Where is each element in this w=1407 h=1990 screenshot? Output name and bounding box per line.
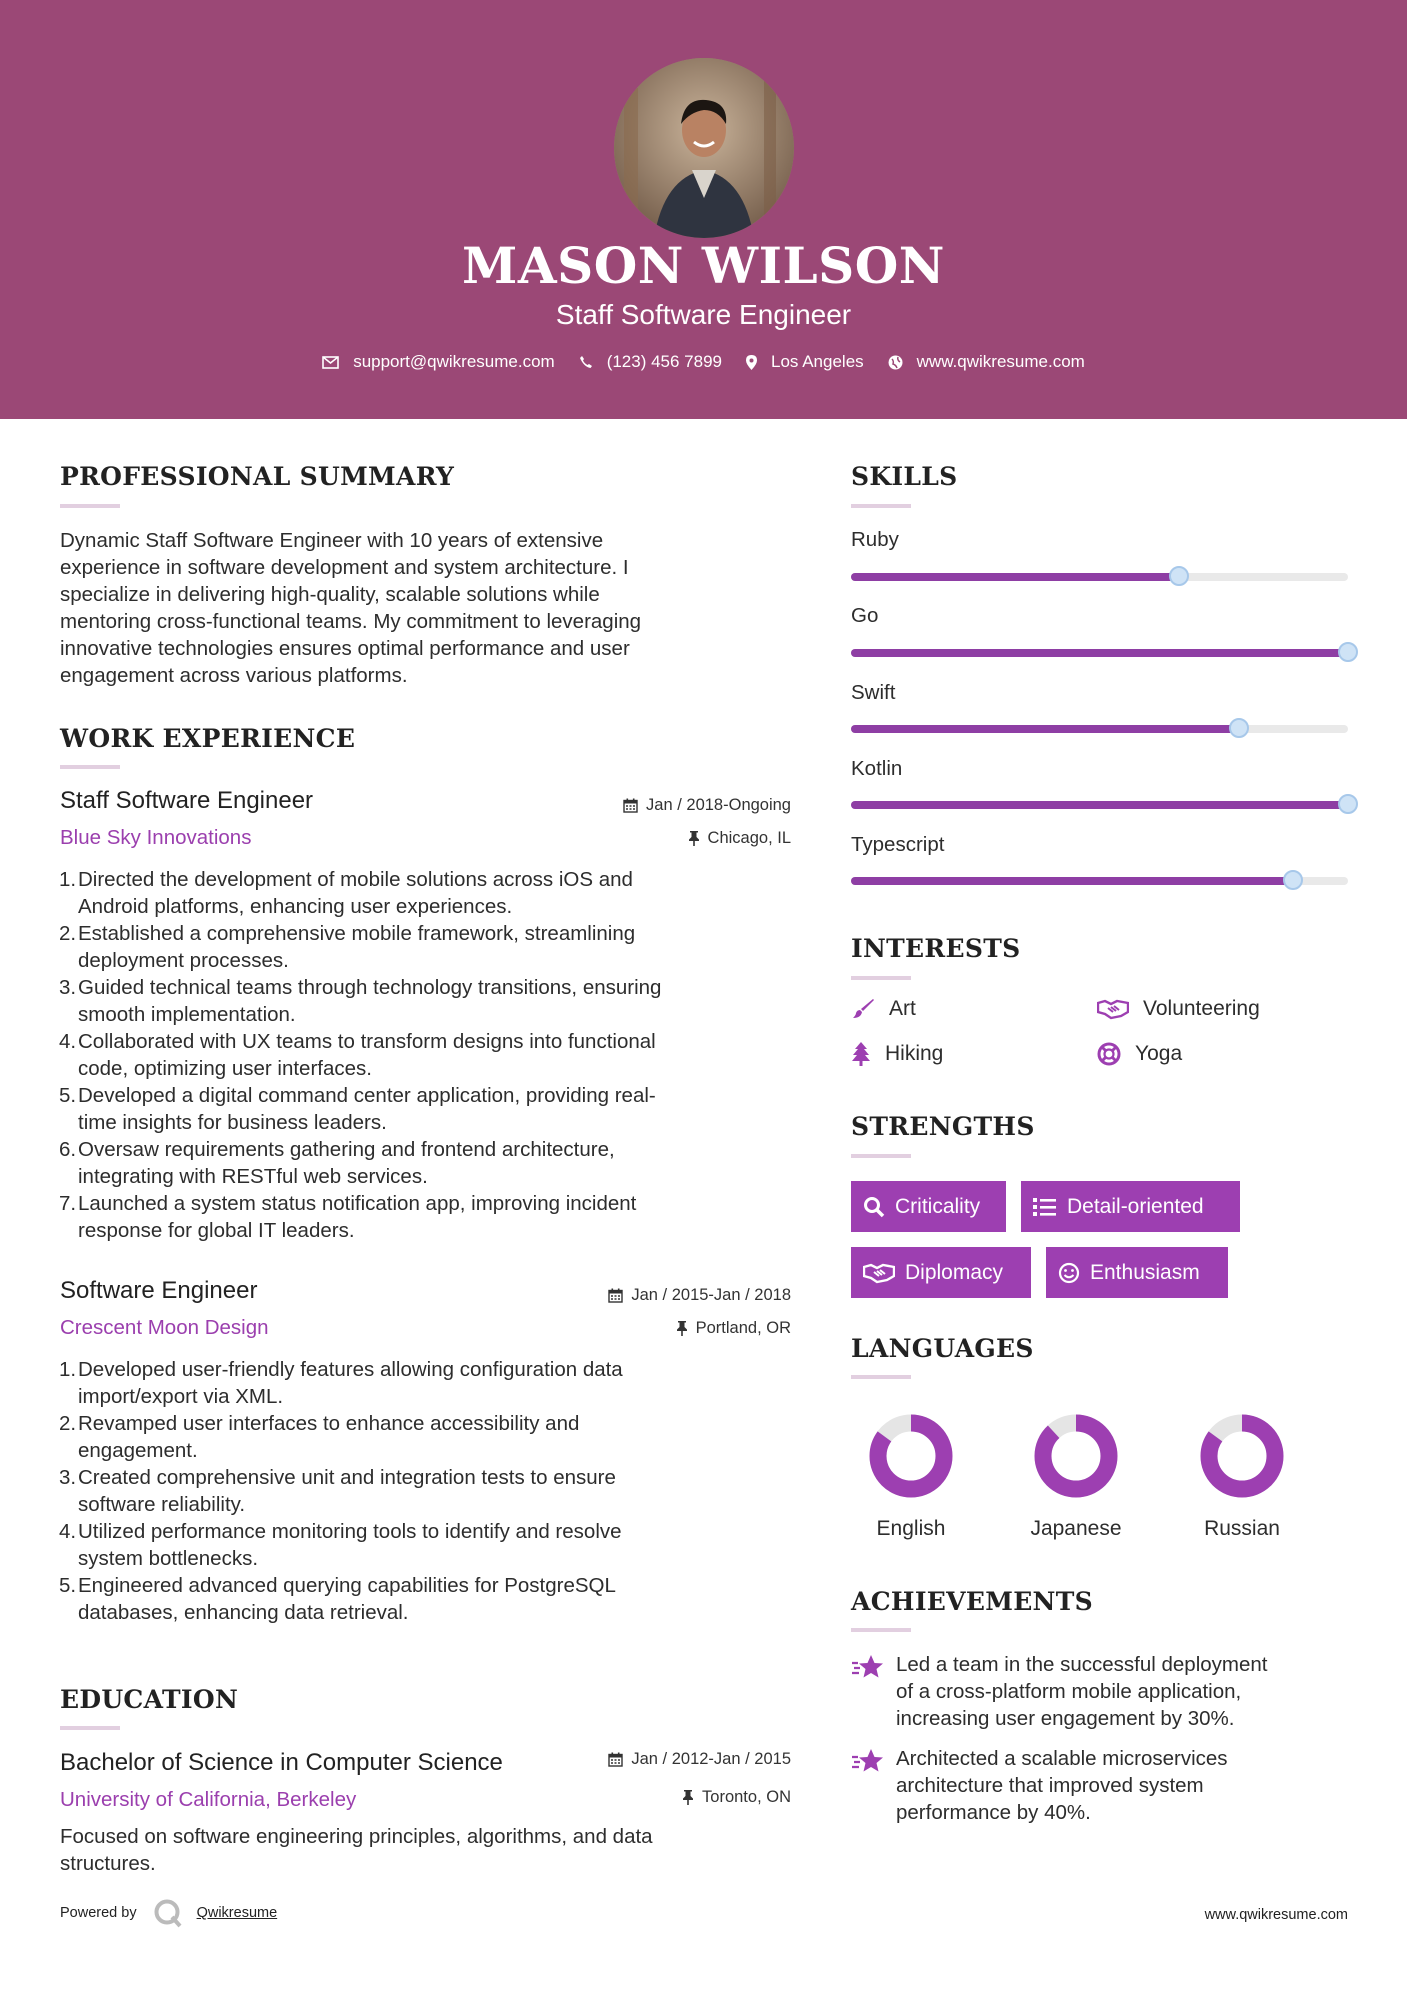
strength-label: Detail-oriented xyxy=(1067,1194,1204,1218)
header-banner xyxy=(0,0,1407,419)
experience-heading: WORK EXPERIENCE xyxy=(60,724,356,753)
location-text: Los Angeles xyxy=(771,352,864,371)
summary-line: mentoring cross-functional teams. My commitment to leveraging xyxy=(60,610,642,633)
calendar-icon xyxy=(608,1288,623,1303)
strength-badge xyxy=(851,1181,1006,1232)
candidate-name: MASON WILSON xyxy=(462,236,945,295)
skill-bar xyxy=(851,801,1348,809)
achievements-underline xyxy=(851,1628,911,1632)
strengths-underline xyxy=(851,1154,911,1158)
language-donut-russian xyxy=(1199,1413,1285,1499)
envelope-icon xyxy=(322,356,339,369)
list-item: 2. Established a comprehensive mobile framework, streamlining deployment processes. xyxy=(59,922,636,972)
company-name: Crescent Moon Design xyxy=(60,1316,269,1339)
skill-bar-fill xyxy=(851,877,1293,885)
summary-line: Dynamic Staff Software Engineer with 10 years of extensive xyxy=(60,529,604,552)
list-item: 6. Oversaw requirements gathering and frontend architecture, integrating with RESTful web services. xyxy=(59,1138,615,1188)
language-label: Japanese xyxy=(1030,1517,1122,1540)
summary-line: innovative technologies ensures optimal performance and user xyxy=(60,637,630,660)
skill-bar xyxy=(851,649,1348,657)
footer-url[interactable]: www.qwikresume.com xyxy=(1204,1907,1348,1923)
skill-label: Kotlin xyxy=(851,757,903,780)
education-location xyxy=(682,1788,791,1807)
job-location-text: Portland, OR xyxy=(695,1319,791,1337)
job-dates-text: Jan / 2018-Ongoing xyxy=(646,796,791,814)
language-label: English xyxy=(876,1517,946,1540)
job-dates xyxy=(608,1286,791,1305)
degree-title: Bachelor of Science in Computer Science xyxy=(60,1749,503,1776)
skill-bar xyxy=(851,573,1348,581)
strengths-heading: STRENGTHS xyxy=(851,1112,1035,1141)
education-underline xyxy=(60,1726,120,1730)
strength-badge xyxy=(1046,1247,1228,1298)
interest-volunteering xyxy=(1097,997,1260,1021)
contact-phone[interactable] xyxy=(579,352,722,372)
skill-bar-fill xyxy=(851,649,1348,657)
education-line: structures. xyxy=(60,1852,156,1875)
list-item: 3. Created comprehensive unit and integration tests to ensure software reliability. xyxy=(59,1466,616,1516)
list-item: 3. Guided technical teams through technology transitions, ensuring smooth implementation. xyxy=(59,976,662,1026)
interest-label: Volunteering xyxy=(1143,997,1260,1020)
map-pin-icon xyxy=(746,355,757,370)
job-location-text: Chicago, IL xyxy=(707,829,791,847)
skills-underline xyxy=(851,504,911,508)
company-name: Blue Sky Innovations xyxy=(60,826,252,849)
skill-bar-fill xyxy=(851,725,1239,733)
summary-underline xyxy=(60,504,120,508)
list-icon xyxy=(1033,1197,1057,1217)
phone-text: (123) 456 7899 xyxy=(606,352,723,371)
list-item: 5. Engineered advanced querying capabilities for PostgreSQL databases, enhancing data retrieval. xyxy=(59,1574,616,1624)
school-name: University of California, Berkeley xyxy=(60,1788,357,1811)
strength-label: Diplomacy xyxy=(905,1260,1004,1284)
job-dates xyxy=(623,796,791,815)
summary-line: experience in software development and system architecture. I xyxy=(60,556,629,579)
strength-label: Criticality xyxy=(895,1194,981,1218)
languages-underline xyxy=(851,1375,911,1379)
skills-heading: SKILLS xyxy=(851,462,958,491)
skill-label: Ruby xyxy=(851,528,899,551)
pushpin-icon xyxy=(688,831,700,846)
contact-website[interactable] xyxy=(888,352,1085,372)
interests-underline xyxy=(851,976,911,980)
job-title: Staff Software Engineer xyxy=(60,787,314,814)
qwikresume-link[interactable]: Qwikresume xyxy=(196,1905,278,1921)
lifebuoy-icon xyxy=(1097,1042,1121,1066)
skill-bar xyxy=(851,877,1348,885)
list-item: 4. Collaborated with UX teams to transform designs into functional code, optimizing user interfaces. xyxy=(59,1030,656,1080)
language-donut-english xyxy=(868,1413,954,1499)
education-description xyxy=(60,1823,653,1877)
job-location xyxy=(676,1319,791,1338)
powered-by-text: Powered by xyxy=(60,1905,137,1921)
achievement-item xyxy=(896,1745,1228,1826)
education-heading: EDUCATION xyxy=(60,1685,239,1714)
language-donut-japanese xyxy=(1033,1413,1119,1499)
interest-label: Hiking xyxy=(885,1042,944,1065)
job-duties-list xyxy=(60,1356,780,1626)
interests-heading: INTERESTS xyxy=(851,934,1021,963)
education-line: Focused on software engineering principles, algorithms, and data xyxy=(60,1825,653,1848)
email-text: support@qwikresume.com xyxy=(353,352,555,371)
summary-text xyxy=(60,527,641,689)
achievement-line: Led a team in the successful deployment xyxy=(896,1653,1268,1676)
phone-icon xyxy=(579,355,593,369)
achievement-line: of a cross-platform mobile application, xyxy=(896,1680,1242,1703)
qwikresume-logo-icon xyxy=(153,1898,183,1928)
education-dates xyxy=(608,1750,791,1769)
interest-label: Yoga xyxy=(1135,1042,1183,1065)
education-location-text: Toronto, ON xyxy=(702,1788,791,1806)
list-item: 1. Directed the development of mobile solutions across iOS and Android platforms, enhancing user experiences. xyxy=(59,868,633,918)
skill-bar-knob xyxy=(1283,870,1303,890)
experience-underline xyxy=(60,765,120,769)
interest-hiking xyxy=(851,1042,943,1066)
search-icon xyxy=(863,1196,885,1218)
skill-label: Typescript xyxy=(851,833,945,856)
list-item: 1. Developed user-friendly features allowing configuration data import/export via XML. xyxy=(59,1358,623,1408)
languages-heading: LANGUAGES xyxy=(851,1334,1034,1363)
skill-label: Swift xyxy=(851,681,896,704)
calendar-icon xyxy=(608,1752,623,1767)
skill-bar-knob xyxy=(1338,642,1358,662)
achievement-line: architecture that improved system xyxy=(896,1774,1204,1797)
list-item: 2. Revamped user interfaces to enhance accessibility and engagement. xyxy=(59,1412,580,1462)
star-icon xyxy=(851,1654,885,1680)
pushpin-icon xyxy=(682,1790,694,1805)
job-duties-list xyxy=(60,866,780,1244)
interest-label: Art xyxy=(889,997,916,1020)
contact-email[interactable] xyxy=(322,352,555,372)
star-icon xyxy=(851,1748,885,1774)
strength-badge xyxy=(1021,1181,1240,1232)
tree-icon xyxy=(851,1042,871,1066)
summary-line: engagement across various platforms. xyxy=(60,664,408,687)
list-item: 7. Launched a system status notification app, improving incident response for global IT leaders. xyxy=(59,1192,637,1242)
smile-icon xyxy=(1058,1262,1080,1284)
strength-label: Enthusiasm xyxy=(1090,1260,1200,1284)
strength-badge xyxy=(851,1247,1031,1298)
website-text: www.qwikresume.com xyxy=(916,352,1085,371)
pushpin-icon xyxy=(676,1321,688,1336)
achievement-item xyxy=(896,1651,1268,1732)
achievement-line: Architected a scalable microservices xyxy=(896,1747,1228,1770)
footer-powered-by xyxy=(60,1898,277,1928)
language-label: Russian xyxy=(1204,1517,1280,1540)
skill-bar-knob xyxy=(1169,566,1189,586)
contact-location xyxy=(746,352,864,372)
contact-bar xyxy=(0,352,1407,372)
skill-bar xyxy=(851,725,1348,733)
handshake-icon xyxy=(863,1262,895,1284)
skill-bar-knob xyxy=(1338,794,1358,814)
summary-line: specialize in delivering high-quality, scalable solutions while xyxy=(60,583,600,606)
skill-bar-fill xyxy=(851,573,1179,581)
paintbrush-icon xyxy=(851,998,875,1020)
globe-icon xyxy=(888,355,903,370)
profile-photo xyxy=(614,58,794,238)
list-item: 5. Developed a digital command center application, providing real- time insights for business leaders. xyxy=(59,1084,656,1134)
job-location xyxy=(688,829,791,848)
job-dates-text: Jan / 2015-Jan / 2018 xyxy=(631,1286,791,1304)
summary-heading: PROFESSIONAL SUMMARY xyxy=(60,462,455,491)
job-title: Software Engineer xyxy=(60,1277,258,1304)
language-donut-fill xyxy=(1043,1423,1109,1489)
achievement-line: performance by 40%. xyxy=(896,1801,1091,1824)
skill-bar-knob xyxy=(1229,718,1249,738)
achievement-line: increasing user engagement by 30%. xyxy=(896,1707,1235,1730)
calendar-icon xyxy=(623,798,638,813)
skill-bar-fill xyxy=(851,801,1348,809)
interest-yoga xyxy=(1097,1042,1182,1066)
education-dates-text: Jan / 2012-Jan / 2015 xyxy=(631,1750,791,1768)
list-item: 4. Utilized performance monitoring tools to identify and resolve system bottlenecks. xyxy=(59,1520,622,1570)
achievements-heading: ACHIEVEMENTS xyxy=(851,1587,1093,1616)
candidate-title: Staff Software Engineer xyxy=(555,299,852,330)
skill-label: Go xyxy=(851,604,879,627)
interest-art xyxy=(851,997,916,1021)
handshake-icon xyxy=(1097,998,1129,1020)
